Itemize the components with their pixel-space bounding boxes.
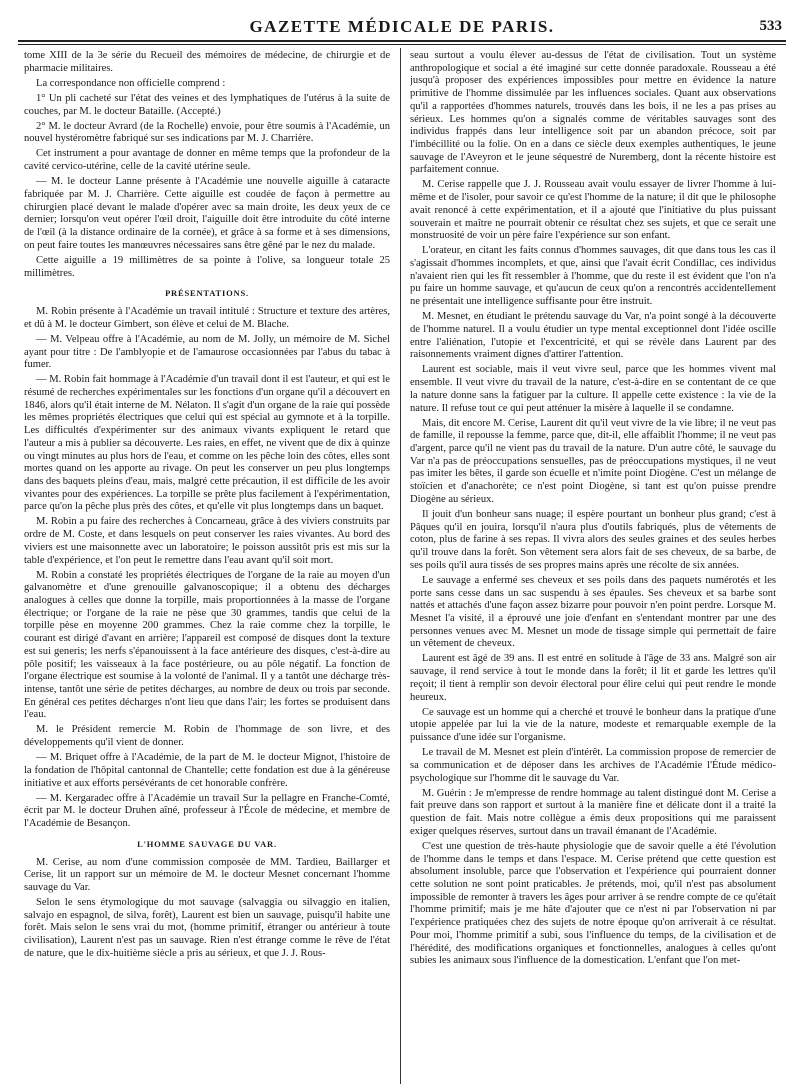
paragraph: — M. Briquet offre à l'Académie, de la part de M. le docteur Mignot, l'histoire de la fondation de l'hôpital cantonnal de Chantelle; cette fondation est due à la généreuse initiative et aux efforts persévérants de cet honorable confrère. (24, 752, 390, 789)
paragraph: seau surtout a voulu élever au-dessus de l'état de civilisation. Tout un système anthropologique et social a été imaginé sur cette donnée paradoxale. Rousseau a été jusqu'à proposer des expériences impossibles pour mettre en évidence la nature primitive de l'homme dissimulée par les influences sociales. Quant aux observations qu'il a rapportées d'hommes naturels, trouvés dans les bois, il ne les a pas prises au sérieux. Les hommes qu'on a signalés comme de véritables sauvages sont des individus frappés dans leur intelligence soit par un abandon précoce, soit par l'imbécillité ou la folie. On en a dans ce siècle deux exemples authentiques, le jeune sauvage de l'Aveyron et le jeune séquestré de Nuremberg, dont la récente histoire est parfaitement connue. (410, 50, 776, 176)
paragraph: C'est une question de très-haute physiologie que de savoir quelle a été l'évolution de l'homme dans le temps et dans l'espace. M. Cerise prétend que cette question est absolument insoluble, parce que l'observation et l'expérience qui pourraient donner cette solution ne sont point praticables. Je prétends, moi, qu'il n'est pas absolument impossible de remonter à travers les âges pour arriver à se rendre compte de ce qu'était l'homme primitif; mais je me hâte d'ajouter que ce n'est ni par l'observation ni par l'expérience pratiquées chez des sujets de notre époque qu'on arriverait à ce résultat. Pour moi, l'homme primitif a subi, sous l'influence du temps, de la civilisation et de l'hérédité, des modifications organiques et fonctionnelles, analogues à celles qu'ont subies les animaux sous l'influence de la domestication. L'enfant que l'on met- (410, 840, 776, 967)
page-number: 533 (759, 18, 782, 34)
paragraph: Laurent est âgé de 39 ans. Il est entré en solitude à l'âge de 33 ans. Malgré son air sauvage, il rend service à tout le monde dans la forêt; il lit et garde les lettres qu'il reçoit; il tient à remplir son devoir électoral pour élire celui qui peut rendre le monde heureux. (410, 653, 776, 703)
paragraph: Le travail de M. Mesnet est plein d'intérêt. La commission propose de remercier de sa communication et de déposer dans les archives de l'Académie l'Étude médico-psychologique sur l'homme dit le sauvage du Var. (410, 747, 776, 784)
paragraph: Le sauvage a enfermé ses cheveux et ses poils dans des paquets numérotés et les porte sans cesse dans un sac suspendu à ses épaules. Ses cheveux et sa barbe sont nattés et attachés d'une façon assez bizarre pour pouvoir n'en point perdre. Lorsque M. Mesnet l'a visité, il a éprouvé une joie d'enfant en s'entendant montrer par une des personnes venues avec M. Mesnet un mode de tissage simple qui permettait de faire un vêtement de cheveux. (410, 574, 776, 650)
journal-title: GAZETTE MÉDICALE DE PARIS. (249, 17, 555, 36)
paragraph: Laurent est sociable, mais il veut vivre seul, parce que les hommes vivent mal ensemble. Il veut vivre du travail de la nature, c'est-à-dire en se contentant de ce que la nature donne sans la fatiguer par la culture. Il appelle cette existence : la vie de la nature. Il refuse tout ce qui peut atténuer la misère à laquelle il se condamne. (410, 364, 776, 414)
header-rule (18, 40, 786, 42)
section-heading-homme-sauvage: L'HOMME SAUVAGE DU VAR. (137, 838, 277, 849)
paragraph: M. Robin a pu faire des recherches à Concarneau, grâce à des viviers construits par ordre de M. Coste, et dans lesquels on peut conserver les raies vivantes. Au bord des viviers est une maisonnette avec un laboratoire; le poisson aussitôt pris est mis sur la table d'expérience, et l'on peut le remettre dans l'eau avant qu'il soit mort. (24, 516, 390, 566)
column-divider (400, 48, 401, 1084)
paragraph: M. Robin a constaté les propriétés électriques de l'organe de la raie au moyen d'un galvanomètre et d'une grenouille galvanoscopique; il a obtenu des décharges analogues à celles que donne la torpille, mais proportionnées à la masse de l'organe électrique; or l'organe de la raie ne pèse que 30 grammes, tandis que celui de la torpille pèse en moyenne 200 grammes. Chez la raie comme chez la torpille, le courant est dirigé d'avant en arrière; l'appareil est composé de disques dont la texture est sui generis; les nerfs s'épanouissent à la face antérieure des disques, c'est-à-dire au pôle positif; les vaisseaux à la face postérieure, ou au pôle négatif. La fonction de l'organe électrique est soumise à la volonté de l'animal. Il y a tantôt une décharge très-intense, tantôt une série de petites décharges, au nombre de deux ou trois par seconde. En général ces petites décharges n'ont lieu que dans l'air; les fortes se produisent dans l'eau. (24, 569, 390, 721)
paragraph: Il jouit d'un bonheur sans nuage; il espère pourtant un bonheur plus grand; c'est à Pâques qu'il en jouira, lorsqu'il n'aura plus d'outils fabriqués, plus de vêtements de coton, plus de farine à ses repas. Il vivra alors des seules graines et des seules herbes qu'il trouve dans la forêt. Son vêtement sera alors fait de ses cheveux, de sa barbe, de ses poils qu'il aura tissés de ses propres mains après une récolte de six années. (410, 508, 776, 571)
page-header (18, 10, 786, 44)
paragraph: 1° Un pli cacheté sur l'état des veines et des lymphatiques de l'utérus à la suite de couches, par M. le docteur Bataille. (Accepté.) (24, 92, 390, 117)
paragraph: Mais, dit encore M. Cerise, Laurent dit qu'il veut vivre de la vie libre; il ne veut pas de famille, il repousse la femme, parce que, dit-il, elle affaiblit l'homme; il ne veut pas d'argent, parce qu'il ne vient pas du travail de la nature. D'un autre côté, le sauvage du Var n'a pas de préoccupations sensuelles, pas de préoccupations mystiques, il ne veut pas imiter les bêtes, il garde son écuelle et n'imite point Diogène. C'est un mélange de stoïcien et d'anachorète; ce n'est point Diogène, si tant est qu'on puisse prendre Diogène au sérieux. (410, 417, 776, 505)
paragraph: 2° M. le docteur Avrard (de la Rochelle) envoie, pour être soumis à l'Académie, un nouvel hystéromètre fabriqué sur ses indications par M. J. Charrière. (24, 120, 390, 145)
paragraph: M. le Président remercie M. Robin de l'hommage de son livre, et des développements qu'il vient de donner. (24, 724, 390, 749)
paragraph: Cette aiguille a 19 millimètres de sa pointe à l'olive, sa longueur totale 25 millimètres. (24, 254, 390, 279)
paragraph: — M. Kergaradec offre à l'Académie un travail Sur la pellagre en Franche-Comté, écrit par M. le docteur Druhen aîné, professeur à l'École de médecine, et membre de l'Académie de Besançon. (24, 792, 390, 830)
paragraph: Selon le sens étymologique du mot sauvage (salvaggia ou silvaggio en italien, salvajo en espagnol, de silva, forêt), Laurent est bien un sauvage, puisqu'il habite une forêt. Mais selon le sens vrai du mot, (homme primitif, étranger ou antérieur à toute civilisation), Laurent n'est pas un sauvage. Rien n'est étrange comme le rêve de l'état de nature, que le dix-huitième siècle a pris au sérieux, et que J. J. Rous- (24, 897, 390, 959)
paragraph: — M. Velpeau offre à l'Académie, au nom de M. Jolly, un mémoire de M. Sichel ayant pour titre : De l'amblyopie et de l'amaurose occasionnées par l'abus du tabac à fumer. (24, 333, 390, 371)
paragraph: L'orateur, en citant les faits connus d'hommes sauvages, dit que dans tous les cas il s'agissait d'hommes incomplets, et que, ainsi que l'avait écrit Condillac, ces individus n'avaient rien qui les fît ressembler à l'homme, que du reste il est évident que l'on n'a pu faire un homme sauvage, et qu'aucun de ceux qu'on a rencontrés accidentellement ne présentait une intelligence suffisante pour être instruit. (410, 245, 776, 308)
header-rule-thin (18, 44, 786, 45)
right-column (410, 50, 776, 1084)
paragraph: M. Mesnet, en étudiant le prétendu sauvage du Var, n'a point songé à la découverte de l'homme naturel. Il a voulu étudier un type mental exceptionnel dont l'idée oscille entre l'aliénation, l'utopie et l'excentricité, et qui se révèle dans Laurent par des raisonnements vraiment dignes d'attirer l'attention. (410, 311, 776, 361)
section-heading-presentations: PRÉSENTATIONS. (165, 288, 249, 299)
paragraph: Ce sauvage est un homme qui a cherché et trouvé le bonheur dans la pratique d'une utopie appelée par lui la vie de la nature, modeste et remarquable exemple de la puissance d'une idée sur l'organisme. (410, 706, 776, 744)
left-column (24, 50, 390, 1084)
paragraph: Cet instrument a pour avantage de donner en même temps que la profondeur de la cavité cervico-utérine, celle de la cavité utérine seule. (24, 148, 390, 173)
paragraph: M. Cerise rappelle que J. J. Rousseau avait voulu essayer de livrer l'homme à lui-même et de l'isoler, pour savoir ce qu'est l'homme de la nature; il dit que le philosophe avait renoncé à cette expérimentation, et il a ajouté que l'initiative du plus puissant souverain et maître ne pourrait obtenir ce résultat chez ses sujets, et que ce serait une monstruosité de voir un père faire l'expérience sur son enfant. (410, 179, 776, 242)
paragraph: M. Guérin : Je m'empresse de rendre hommage au talent distingué dont M. Cerise a fait preuve dans son rapport et surtout à la manière fine et délicate dont il a traité la question de fait. Mais notre collègue a émis deux propositions qui me paraissent exiger quelques réserves, surtout dans un travail émanant de l'Académie. (410, 787, 776, 837)
paragraph: tome XIII de la 3e série du Recueil des mémoires de médecine, de chirurgie et de pharmacie militaires. (24, 50, 390, 74)
paragraph: La correspondance non officielle comprend : (36, 77, 226, 89)
paragraph: — M. le docteur Lanne présente à l'Académie une nouvelle aiguille à cataracte fabriquée par M. J. Charrière. Cette aiguille est coudée de façon à permettre au chirurgien placé devant le malade d'opérer avec sa main droite, les deux yeux de ce dernier; lorsqu'on veut opérer l'œil droit, l'aiguille doit être introduite du côté interne de l'œil (à la distance ordinaire de la cornée), et grâce à sa forme et à ses dimensions, on peut faire toutes les manœuvres nécessaires sans être gêné par le nez du malade. (24, 176, 390, 251)
paragraph: — M. Robin fait hommage à l'Académie d'un travail dont il est l'auteur, et qui est le résumé de recherches expérimentales sur les fonctions d'un organe qu'il a découvert en 1846, alors qu'il était interne de M. Nélaton. Il s'agit d'un organe de la raie qui possède les mêmes propriétés électriques que celui qui est spécial au gymnote et à la torpille. Les difficultés d'expérimenter sur des animaux vivants expliquent le retard que l'auteur a mis à publier sa découverte. Les raies, en effet, ne vivent que de dix à quinze ou vingt minutes au plus hors de l'eau, et comme on les pêche loin des côtes, elles sont mortes quand on les apporte au rivage. On peut les conserver un peu plus longtemps dans des baquets pleins d'eau, mais, malgré cette précaution, il est difficile de les avoir vivantes pour des expériences. La torpille se prête plus facilement à l'expérimentation, parce qu'on la pêche plus près des côtes, et qu'elle vit plus longtemps dans un baquet. (24, 374, 390, 513)
paragraph: M. Cerise, au nom d'une commission composée de MM. Tardieu, Baillarger et Cerise, lit un rapport sur un mémoire de M. le docteur Mesnet concernant l'homme sauvage du Var. (24, 856, 390, 893)
paragraph: M. Robin présente à l'Académie un travail intitulé : Structure et texture des artères, et dû à M. le docteur Gimbert, son élève et celui de M. Blache. (24, 306, 390, 330)
